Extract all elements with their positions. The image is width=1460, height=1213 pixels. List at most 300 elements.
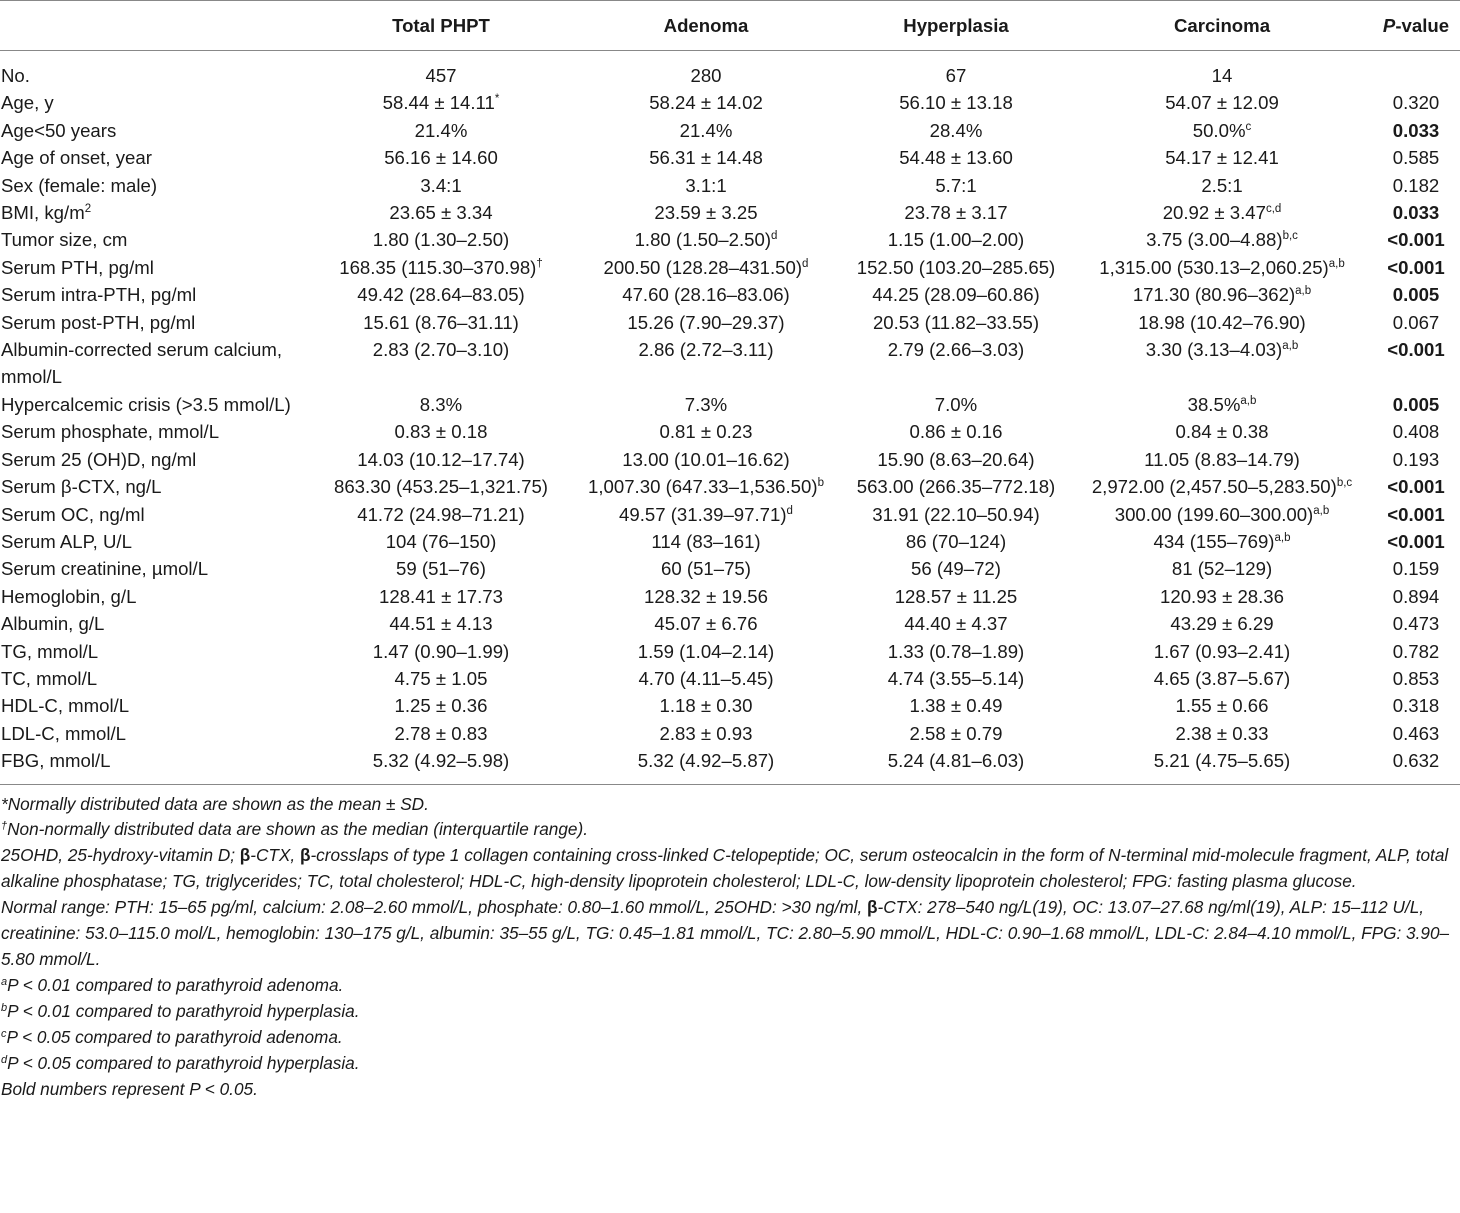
cell-p-value: <0.001 (1387, 503, 1445, 525)
beta-symbol: β (239, 845, 251, 866)
table-row (0, 747, 1460, 784)
footnote-mark: * (494, 93, 500, 106)
cell-carcinoma-text: 1,315.00 (530.13–2,060.25) (1099, 256, 1329, 278)
cell-carcinoma (1072, 720, 1372, 747)
cell-total-phpt (310, 391, 572, 418)
cell-hyperplasia (840, 665, 1072, 692)
cell-adenoma-text: 45.07 ± 6.76 (654, 613, 758, 635)
cell-adenoma-text: 2.83 ± 0.93 (659, 722, 753, 744)
cell-total-phpt-text: 15.61 (8.76–31.11) (363, 311, 519, 333)
row-label (0, 528, 310, 555)
cell-total-phpt (310, 638, 572, 665)
cell-total-phpt (310, 144, 572, 171)
cell-p-value: 0.473 (1392, 613, 1440, 635)
cell-total-phpt (310, 89, 572, 116)
cell-total-phpt (310, 336, 572, 391)
cell-hyperplasia (840, 51, 1072, 90)
cell-hyperplasia (840, 336, 1072, 391)
cell-total-phpt-text: 2.83 (2.70–3.10) (372, 339, 510, 361)
abbr-part-3: -crosslaps of type 1 collagen containing cross-linked C-telopeptide; OC, serum osteocalcin in the form of N-terminal mid-molecule fragment, ALP, total alkaline phosphatase; TG, triglycerides; TC, total cholesterol; HDL-C, high-density lipoprotein cholesterol; LDL-C, low-density lipoprotein cholesterol; FPG: fasting plasma glucose. (1, 845, 1449, 892)
cell-p-value: 0.320 (1392, 92, 1440, 114)
row-label (0, 747, 310, 784)
cell-carcinoma-text: 2.5:1 (1201, 174, 1243, 196)
table-row (0, 281, 1460, 308)
cell-adenoma (572, 692, 840, 719)
table-row (0, 528, 1460, 555)
cell-adenoma (572, 528, 840, 555)
cell-carcinoma-text: 20.92 ± 3.47 (1162, 202, 1266, 224)
cell-carcinoma-text: 43.29 ± 6.29 (1170, 613, 1274, 635)
row-label (0, 583, 310, 610)
cell-carcinoma (1072, 555, 1372, 582)
cell-adenoma-text: 47.60 (28.16–83.06) (622, 284, 790, 306)
cell-p-value: 0.585 (1392, 147, 1440, 169)
cell-hyperplasia (840, 583, 1072, 610)
cell-hyperplasia (840, 309, 1072, 336)
cell-carcinoma (1072, 501, 1372, 528)
footnote-mark: a,b (1240, 394, 1257, 407)
cell-adenoma (572, 51, 840, 90)
cell-carcinoma (1072, 528, 1372, 555)
cell-total-phpt (310, 172, 572, 199)
cell-carcinoma (1072, 89, 1372, 116)
beta-symbol: β (299, 845, 311, 866)
cell-carcinoma-text: 3.30 (3.13–4.03) (1145, 339, 1283, 361)
row-label-text: LDL-C, mmol/L (1, 722, 127, 744)
cell-adenoma-text: 114 (83–161) (651, 530, 761, 552)
row-label-text: Serum intra-PTH, pg/ml (1, 284, 197, 306)
cell-adenoma-text: 60 (51–75) (661, 558, 751, 580)
row-label (0, 720, 310, 747)
cell-adenoma (572, 172, 840, 199)
cell-adenoma-text: 7.3% (684, 393, 728, 415)
cell-carcinoma-text: 434 (155–769) (1153, 530, 1275, 552)
cell-hyperplasia-text: 31.91 (22.10–50.94) (872, 503, 1040, 525)
row-label-text: Tumor size, cm (1, 229, 128, 251)
cell-total-phpt (310, 51, 572, 90)
cell-hyperplasia-text: 2.79 (2.66–3.03) (887, 339, 1025, 361)
cell-p-value (1372, 51, 1460, 90)
cell-carcinoma (1072, 117, 1372, 144)
cell-p-value: <0.001 (1387, 530, 1445, 552)
row-label-text: BMI, kg/m (1, 202, 85, 224)
cell-p-value: 0.005 (1392, 284, 1440, 306)
cell-carcinoma-text: 5.21 (4.75–5.65) (1153, 750, 1291, 772)
table-row (0, 172, 1460, 199)
normal-range-part-1: Normal range: PTH: 15–65 pg/ml, calcium: 2.08–2.60 mmol/L, phosphate: 0.80–1.60 mmol/L, 25OHD: >30 ng/ml, (1, 897, 868, 918)
cell-p-value: 0.067 (1392, 311, 1440, 333)
row-label-text: Serum PTH, pg/ml (1, 256, 154, 278)
row-label (0, 144, 310, 171)
table-row (0, 336, 1460, 391)
cell-adenoma-text: 1.18 ± 0.30 (659, 695, 753, 717)
cell-hyperplasia-text: 67 (945, 65, 967, 86)
cell-hyperplasia (840, 555, 1072, 582)
cell-adenoma-text: 2.86 (2.72–3.11) (638, 339, 774, 361)
cell-hyperplasia (840, 638, 1072, 665)
cell-total-phpt (310, 583, 572, 610)
cell-total-phpt-text: 4.75 ± 1.05 (394, 667, 488, 689)
cell-total-phpt (310, 720, 572, 747)
footnote-mark: † (536, 257, 543, 270)
table-row (0, 199, 1460, 226)
cell-adenoma-text: 200.50 (128.28–431.50) (603, 256, 803, 278)
cell-hyperplasia (840, 528, 1072, 555)
cell-carcinoma (1072, 51, 1372, 90)
cell-carcinoma-text: 54.17 ± 12.41 (1165, 147, 1279, 169)
cell-total-phpt-text: 56.16 ± 14.60 (384, 147, 498, 169)
cell-hyperplasia (840, 199, 1072, 226)
row-label-text: Serum phosphate, mmol/L (1, 421, 220, 443)
cell-total-phpt (310, 665, 572, 692)
cell-total-phpt-text: 59 (51–76) (396, 558, 486, 580)
table-row (0, 446, 1460, 473)
row-label-text: TC, mmol/L (1, 667, 98, 689)
cell-hyperplasia-text: 5.7:1 (935, 174, 977, 196)
beta-symbol: β (867, 897, 878, 918)
row-label-text: Age, y (1, 92, 54, 114)
cell-p-value: 0.033 (1392, 119, 1440, 141)
cell-total-phpt-text: 5.32 (4.92–5.98) (372, 750, 510, 772)
row-label-text: Albumin, g/L (1, 613, 105, 635)
cell-carcinoma (1072, 336, 1372, 391)
cell-total-phpt-text: 2.78 ± 0.83 (394, 722, 488, 744)
cell-adenoma (572, 89, 840, 116)
cell-adenoma (572, 199, 840, 226)
cell-hyperplasia-text: 563.00 (266.35–772.18) (856, 476, 1056, 498)
cell-carcinoma (1072, 610, 1372, 637)
row-label (0, 391, 310, 418)
cell-hyperplasia (840, 117, 1072, 144)
cell-total-phpt (310, 501, 572, 528)
row-label (0, 199, 310, 226)
footnote-a-mark: a (1, 975, 8, 988)
cell-adenoma (572, 473, 840, 500)
cell-adenoma-text: 1,007.30 (647.33–1,536.50) (588, 476, 818, 498)
cell-hyperplasia (840, 89, 1072, 116)
cell-adenoma-text: 0.81 ± 0.23 (659, 421, 753, 443)
header-p-suffix: -value (1395, 14, 1450, 36)
row-label-text: No. (1, 65, 30, 86)
footnote-a (1, 973, 1456, 999)
footnote-mark: d (802, 257, 809, 270)
cell-carcinoma (1072, 309, 1372, 336)
cell-total-phpt-text: 1.47 (0.90–1.99) (372, 640, 510, 662)
cell-p-value: <0.001 (1387, 229, 1445, 251)
cell-total-phpt (310, 281, 572, 308)
cell-hyperplasia (840, 254, 1072, 281)
table-row (0, 391, 1460, 418)
footnote-b-text: P < 0.01 compared to parathyroid hyperplasia. (7, 1000, 360, 1021)
normal-range-part-2: -CTX: 278–540 ng/L(19), OC: 13.07–27.68 ng/ml(19), ALP: 15–112 U/L, creatinine: 53.0–115.0 mol/L, hemoglobin: 130–175 g/L, albumin: 35–55 g/L, TG: 0.45–1.81 mmol/L, TC: 2.80–5.90 mmol/L, HDL-C: 0.90–1.68 mmol/L, LDL-C: 2.84–4.10 mmol/L, FPG: 3.90–5.80 mmol/L. (1, 897, 1450, 969)
cell-p-value: 0.182 (1392, 174, 1440, 196)
cell-hyperplasia-text: 20.53 (11.82–33.55) (872, 311, 1040, 333)
footnote-mark: d (786, 504, 793, 517)
cell-hyperplasia-text: 23.78 ± 3.17 (904, 202, 1008, 224)
cell-p-value: 0.318 (1392, 695, 1440, 717)
cell-adenoma (572, 336, 840, 391)
cell-total-phpt (310, 528, 572, 555)
header-adenoma: Adenoma (572, 1, 840, 51)
cell-carcinoma-text: 0.84 ± 0.38 (1175, 421, 1269, 443)
row-label (0, 501, 310, 528)
cell-total-phpt (310, 446, 572, 473)
cell-carcinoma-text: 2,972.00 (2,457.50–5,283.50) (1091, 476, 1337, 498)
header-p-value (1372, 1, 1460, 51)
cell-carcinoma-text: 2.38 ± 0.33 (1175, 722, 1269, 744)
footnote-a-text: P < 0.01 compared to parathyroid adenoma. (7, 974, 344, 995)
cell-carcinoma-text: 14 (1211, 65, 1233, 86)
table-row (0, 610, 1460, 637)
cell-hyperplasia (840, 720, 1072, 747)
table-row (0, 638, 1460, 665)
cell-adenoma (572, 418, 840, 445)
row-label-text: Hypercalcemic crisis (>3.5 mmol/L) (1, 393, 291, 415)
cell-carcinoma (1072, 638, 1372, 665)
row-label (0, 418, 310, 445)
cell-carcinoma (1072, 281, 1372, 308)
footnote-c-text: P < 0.05 compared to parathyroid adenoma. (6, 1026, 343, 1047)
cell-hyperplasia (840, 391, 1072, 418)
cell-p-value: 0.463 (1392, 722, 1440, 744)
row-label (0, 51, 310, 90)
cell-hyperplasia-text: 15.90 (8.63–20.64) (877, 448, 1035, 470)
footnote-mark: a,b (1282, 340, 1299, 353)
footnote-bold-note: Bold numbers represent P < 0.05. (1, 1078, 258, 1099)
footnote-d (1, 1051, 1456, 1077)
cell-total-phpt-text: 128.41 ± 17.73 (379, 585, 503, 607)
table-row (0, 309, 1460, 336)
row-label-text: HDL-C, mmol/L (1, 695, 130, 717)
header-total-phpt: Total PHPT (310, 1, 572, 51)
abbr-part-2: -CTX, (250, 845, 300, 866)
footnote-non-normal-distribution (1, 817, 1456, 843)
cell-hyperplasia (840, 473, 1072, 500)
footnote-non-normal-text: Non-normally distributed data are shown as the median (interquartile range). (7, 819, 588, 840)
cell-adenoma (572, 144, 840, 171)
cell-p-value: 0.853 (1392, 667, 1440, 689)
cell-carcinoma-text: 81 (52–129) (1171, 558, 1273, 580)
cell-total-phpt (310, 555, 572, 582)
cell-carcinoma (1072, 226, 1372, 253)
row-label (0, 446, 310, 473)
cell-adenoma (572, 747, 840, 784)
cell-p-value: <0.001 (1387, 476, 1445, 498)
cell-total-phpt-text: 104 (76–150) (385, 530, 497, 552)
table-row (0, 51, 1460, 90)
cell-adenoma (572, 226, 840, 253)
row-label (0, 309, 310, 336)
table-row (0, 692, 1460, 719)
cell-hyperplasia-text: 86 (70–124) (905, 530, 1007, 552)
cell-p-value: 0.408 (1392, 421, 1440, 443)
cell-total-phpt-text: 41.72 (24.98–71.21) (357, 503, 525, 525)
row-label (0, 336, 310, 391)
cell-p-value: <0.001 (1387, 339, 1445, 361)
cell-hyperplasia-text: 54.48 ± 13.60 (899, 147, 1013, 169)
cell-carcinoma (1072, 144, 1372, 171)
cell-adenoma (572, 665, 840, 692)
cell-carcinoma (1072, 446, 1372, 473)
cell-total-phpt (310, 692, 572, 719)
row-label (0, 117, 310, 144)
row-label-text: Albumin-corrected serum calcium, mmol/L (1, 339, 283, 388)
row-label-text: Serum post-PTH, pg/ml (1, 311, 196, 333)
footnote-b-mark: b (1, 1001, 8, 1014)
cell-total-phpt (310, 418, 572, 445)
row-label (0, 555, 310, 582)
cell-adenoma-text: 23.59 ± 3.25 (654, 202, 758, 224)
row-label-text: Serum ALP, U/L (1, 530, 132, 552)
row-label (0, 473, 310, 500)
cell-p-value: 0.033 (1392, 202, 1440, 224)
cell-adenoma-text: 1.59 (1.04–2.14) (637, 640, 775, 662)
row-label (0, 281, 310, 308)
footnote-normal-range (1, 895, 1456, 973)
cell-total-phpt (310, 226, 572, 253)
abbr-part-1: 25OHD, 25-hydroxy-vitamin D; (1, 845, 240, 866)
cell-hyperplasia-text: 7.0% (934, 393, 978, 415)
cell-hyperplasia-text: 1.38 ± 0.49 (909, 695, 1003, 717)
cell-carcinoma-text: 1.55 ± 0.66 (1175, 695, 1269, 717)
row-label (0, 89, 310, 116)
row-label-text: Age<50 years (1, 119, 117, 141)
cell-carcinoma-text: 120.93 ± 28.36 (1160, 585, 1284, 607)
cell-adenoma (572, 391, 840, 418)
footnote-mark: b,c (1336, 477, 1353, 490)
cell-carcinoma-text: 3.75 (3.00–4.88) (1146, 229, 1283, 251)
cell-total-phpt-text: 863.30 (453.25–1,321.75) (333, 476, 548, 498)
cell-adenoma (572, 610, 840, 637)
cell-carcinoma (1072, 199, 1372, 226)
cell-p-value: 0.894 (1392, 585, 1440, 607)
cell-total-phpt-text: 23.65 ± 3.34 (389, 202, 493, 224)
cell-total-phpt-text: 3.4:1 (420, 174, 462, 196)
footnote-mark: a,b (1328, 257, 1345, 270)
cell-carcinoma-text: 11.05 (8.83–14.79) (1144, 448, 1300, 470)
row-label-text: Hemoglobin, g/L (1, 585, 137, 607)
row-label-text: Sex (female: male) (1, 174, 158, 196)
cell-hyperplasia (840, 692, 1072, 719)
cell-hyperplasia-text: 44.40 ± 4.37 (904, 613, 1008, 635)
cell-hyperplasia-text: 1.15 (1.00–2.00) (887, 229, 1025, 251)
cell-carcinoma-text: 4.65 (3.87–5.67) (1153, 667, 1291, 689)
cell-hyperplasia (840, 418, 1072, 445)
cell-total-phpt (310, 473, 572, 500)
table-row (0, 418, 1460, 445)
row-label-text: Serum 25 (OH)D, ng/ml (1, 448, 197, 470)
cell-total-phpt-text: 0.83 ± 0.18 (394, 421, 488, 443)
cell-adenoma-text: 58.24 ± 14.02 (649, 92, 763, 114)
table-row (0, 501, 1460, 528)
footnote-mark: c,d (1265, 203, 1282, 216)
row-label (0, 692, 310, 719)
cell-p-value: 0.159 (1392, 558, 1440, 580)
table-row (0, 254, 1460, 281)
cell-adenoma-text: 49.57 (31.39–97.71) (619, 503, 787, 525)
cell-adenoma-text: 1.80 (1.50–2.50) (634, 229, 772, 251)
cell-total-phpt-text: 1.80 (1.30–2.50) (372, 229, 510, 251)
cell-adenoma (572, 117, 840, 144)
cell-hyperplasia-text: 1.33 (0.78–1.89) (887, 640, 1025, 662)
cell-adenoma (572, 583, 840, 610)
cell-carcinoma-text: 171.30 (80.96–362) (1132, 284, 1296, 306)
footnote-mark: c (1245, 120, 1252, 133)
cell-carcinoma-text: 50.0% (1192, 119, 1246, 141)
cell-hyperplasia-text: 44.25 (28.09–60.86) (872, 284, 1040, 306)
footnote-mark: b (817, 477, 824, 490)
cell-total-phpt (310, 199, 572, 226)
cell-adenoma-text: 13.00 (10.01–16.62) (622, 448, 790, 470)
footnote-c (1, 1025, 1456, 1051)
cell-adenoma-text: 56.31 ± 14.48 (649, 147, 763, 169)
cell-carcinoma (1072, 473, 1372, 500)
cell-p-value: 0.782 (1392, 640, 1440, 662)
cell-adenoma (572, 720, 840, 747)
cell-p-value: 0.632 (1372, 747, 1460, 784)
cell-total-phpt-text: 14.03 (10.12–17.74) (357, 448, 525, 470)
cell-adenoma-text: 3.1:1 (685, 174, 727, 196)
row-label (0, 610, 310, 637)
cell-hyperplasia (840, 144, 1072, 171)
row-label (0, 226, 310, 253)
table-footnotes (0, 785, 1460, 1103)
table-row (0, 117, 1460, 144)
cell-carcinoma (1072, 583, 1372, 610)
cell-p-value: 0.193 (1392, 448, 1440, 470)
row-label-text: Age of onset, year (1, 147, 152, 169)
cell-adenoma (572, 281, 840, 308)
footnote-b (1, 999, 1456, 1025)
cell-adenoma-text: 280 (690, 65, 722, 86)
cell-carcinoma-text: 38.5% (1187, 393, 1241, 415)
cell-adenoma (572, 446, 840, 473)
cell-hyperplasia (840, 281, 1072, 308)
cell-hyperplasia-text: 4.74 (3.55–5.14) (887, 667, 1025, 689)
cell-hyperplasia (840, 446, 1072, 473)
table-row (0, 665, 1460, 692)
footnote-mark: a,b (1313, 504, 1330, 517)
cell-adenoma-text: 4.70 (4.11–5.45) (638, 667, 774, 689)
table-row (0, 555, 1460, 582)
row-label-text: Serum creatinine, µmol/L (1, 558, 209, 580)
row-label-text: Serum OC, ng/ml (1, 503, 145, 525)
row-label-text: FBG, mmol/L (1, 750, 111, 772)
cell-hyperplasia-text: 152.50 (103.20–285.65) (856, 256, 1056, 278)
cell-carcinoma (1072, 665, 1372, 692)
cell-adenoma (572, 638, 840, 665)
footnote-abbreviations (1, 843, 1456, 895)
cell-carcinoma-text: 1.67 (0.93–2.41) (1153, 640, 1291, 662)
cell-hyperplasia-text: 0.86 ± 0.16 (909, 421, 1003, 443)
row-label-text: Serum β-CTX, ng/L (1, 476, 162, 498)
header-hyperplasia: Hyperplasia (840, 1, 1072, 51)
cell-total-phpt-text: 58.44 ± 14.11 (382, 92, 495, 114)
cell-adenoma-text: 21.4% (679, 119, 733, 141)
cell-adenoma-text: 128.32 ± 19.56 (644, 585, 768, 607)
cell-carcinoma (1072, 391, 1372, 418)
cell-adenoma (572, 501, 840, 528)
cell-adenoma (572, 555, 840, 582)
cell-hyperplasia-text: 28.4% (929, 119, 983, 141)
header-p-italic: P (1382, 14, 1396, 36)
cell-adenoma-text: 5.32 (4.92–5.87) (637, 750, 775, 772)
cell-hyperplasia-text: 128.57 ± 11.25 (894, 585, 1018, 607)
footnote-mark: b,c (1282, 230, 1298, 243)
cell-total-phpt-text: 1.25 ± 0.36 (394, 695, 488, 717)
footnote-normal-distribution: *Normally distributed data are shown as the mean ± SD. (1, 793, 429, 814)
footnote-mark: a,b (1274, 531, 1291, 544)
